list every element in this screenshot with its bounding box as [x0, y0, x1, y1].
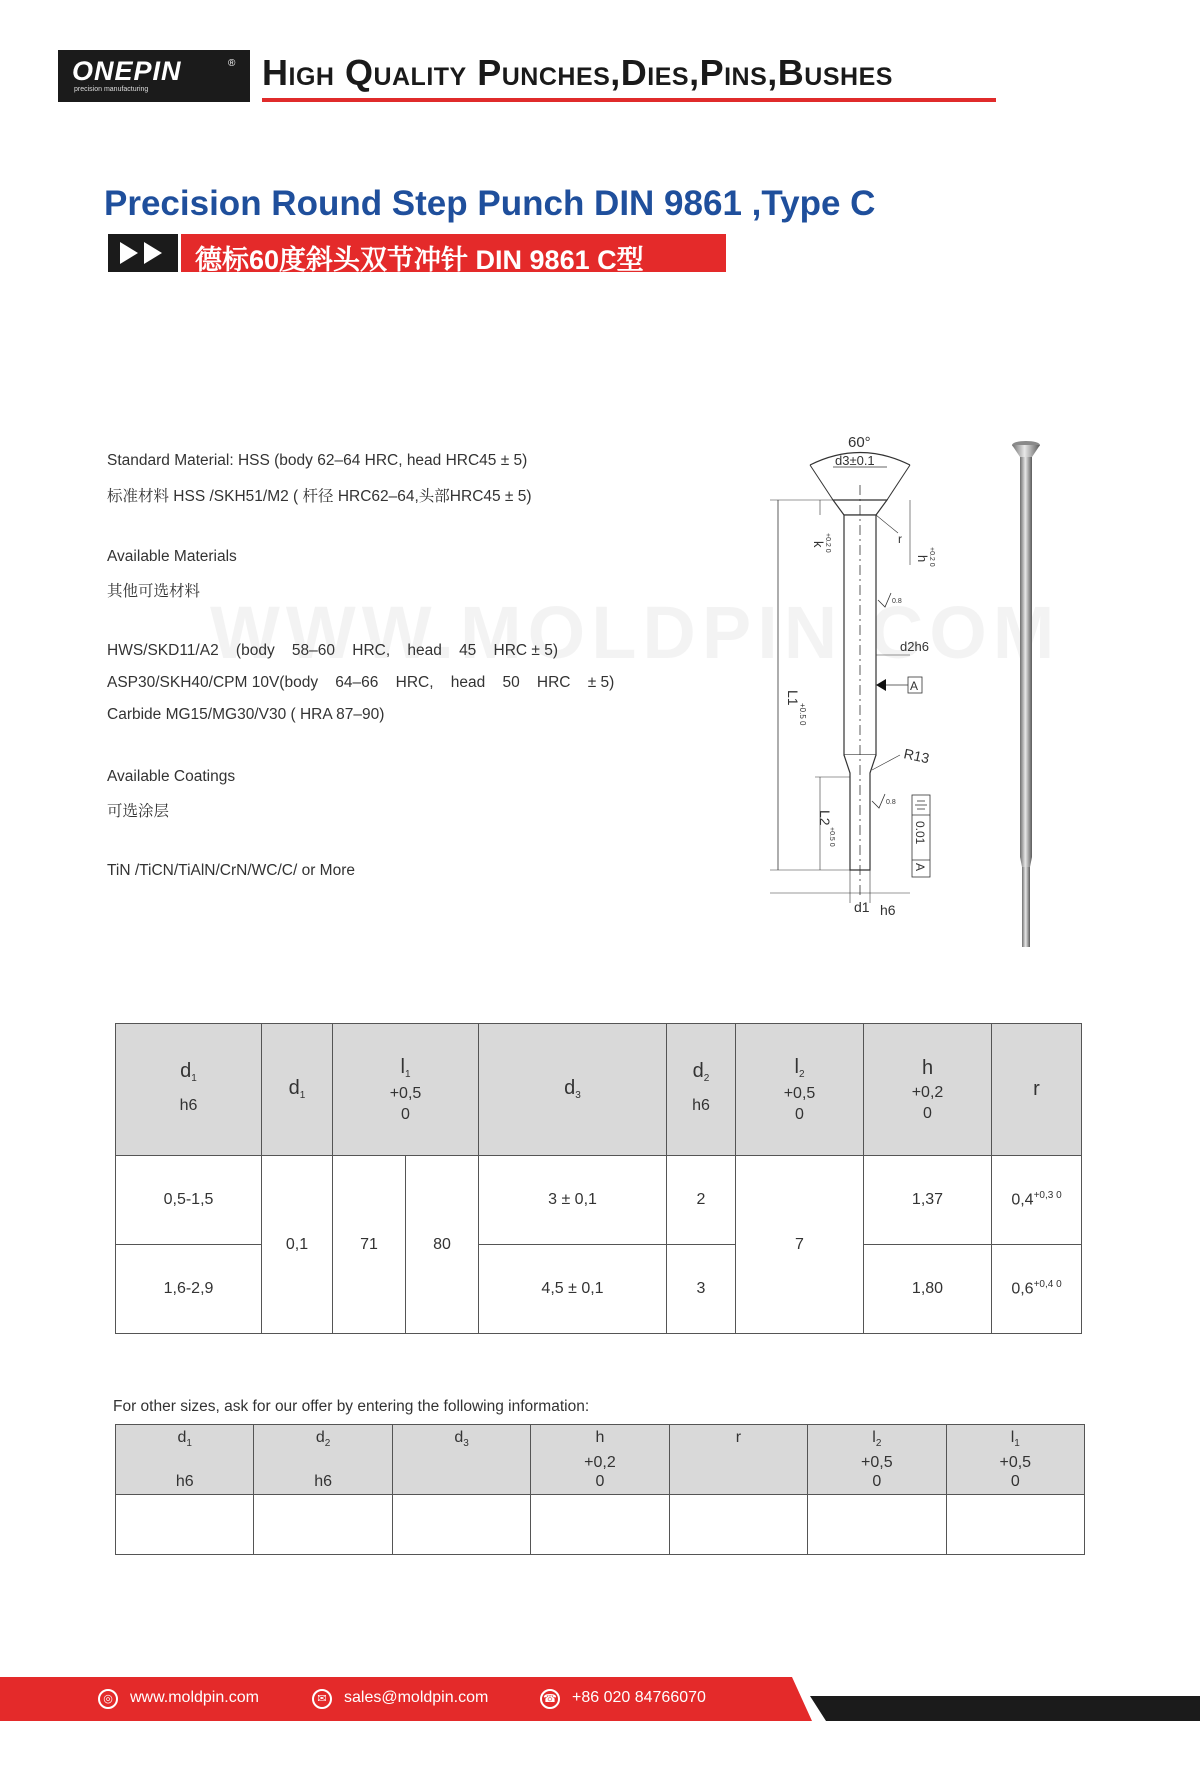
angle-label: 60°: [848, 434, 871, 451]
cell-l1-a: 71: [333, 1156, 406, 1334]
other-sizes-note: For other sizes, ask for our offer by entering the following information:: [113, 1398, 590, 1415]
input-cell[interactable]: [808, 1495, 946, 1555]
cell-l2: 7: [736, 1156, 864, 1334]
footer-email-link[interactable]: sales@moldpin.com: [344, 1689, 489, 1706]
L1-tolerance: +0.5 0: [798, 703, 807, 726]
cell-l1-b: 80: [406, 1156, 479, 1334]
L1-label: L1: [785, 690, 801, 706]
cell-d2: 2: [667, 1156, 736, 1245]
globe-icon: ◎: [98, 1689, 118, 1709]
logo-wordmark: ONEPIN: [72, 56, 182, 86]
available-coatings-heading: Available Coatings: [107, 768, 236, 785]
header-d1: $d_1$ h6: [116, 1425, 254, 1495]
header-rule: [262, 98, 996, 102]
table-row: [116, 1495, 1085, 1555]
table-header-row: [116, 1024, 1082, 1156]
h-label: h: [915, 555, 930, 563]
product-title-cn: 德标60度斜头双节冲针 DIN 9861 C型: [195, 245, 644, 275]
k-tolerance: +0.2 0: [824, 533, 831, 553]
header-d1-h6: $d_1$ h6: [116, 1024, 262, 1156]
roughness-symbol: 0.8: [892, 598, 902, 605]
cell-r: $0,6^{+0,4 0}$: [992, 1245, 1082, 1334]
cell-h: 1,37: [864, 1156, 992, 1245]
header-h: h +0,2 0: [864, 1024, 992, 1156]
double-arrow-icon: [108, 234, 178, 272]
material-item: Carbide MG15/MG30/V30 ( HRA 87–90): [107, 706, 385, 723]
cell-d3: 3 ± 0,1: [479, 1156, 667, 1245]
mail-icon: ✉: [312, 1689, 332, 1709]
brand-logo: [58, 50, 250, 102]
R13-label: R13: [902, 745, 931, 767]
cell-d1-range: 1,6-2,9: [116, 1245, 262, 1334]
punch-photo: [1000, 435, 1060, 955]
table-row: [116, 1245, 1082, 1334]
material-item: HWS/SKD11/A2 (body 58–60 HRC, head 45 HRC ± 5): [107, 642, 559, 659]
cell-d1-range: 0,5-1,5: [116, 1156, 262, 1245]
cell-d3: 4,5 ± 0,1: [479, 1245, 667, 1334]
header-d1: $d_1$: [262, 1024, 333, 1156]
header-d3: $d_3$: [392, 1425, 530, 1495]
d1-label: d1: [854, 899, 870, 915]
spec-table: [115, 1023, 1082, 1334]
other-sizes-table: [115, 1424, 1085, 1555]
header-title: High Quality Punches,Dies,Pins,Bushes: [262, 52, 893, 93]
input-cell[interactable]: [254, 1495, 392, 1555]
input-cell[interactable]: [116, 1495, 254, 1555]
standard-material-cn: 标准材料 HSS /SKH51/M2 ( 杆径 HRC62–64,头部HRC45 ± 5): [107, 488, 532, 505]
d3-label: d3±0.1: [835, 453, 875, 468]
r-label: r: [898, 532, 902, 546]
k-label: k: [811, 541, 826, 548]
coatings-list: TiN /TiCN/TiAlN/CrN/WC/C/ or More: [107, 862, 355, 879]
header-d2: $d_2$ h6: [667, 1024, 736, 1156]
available-coatings-heading-cn: 可选涂层: [107, 803, 170, 820]
technical-drawing: [760, 425, 1000, 925]
registered-mark: ®: [228, 58, 236, 69]
logo-tagline: precision manufacturing: [74, 86, 149, 93]
available-materials-heading: Available Materials: [107, 548, 237, 565]
product-title-cn-banner: [181, 234, 726, 275]
material-item: ASP30/SKH40/CPM 10V(body 64–66 HRC, head 50 HRC ± 5): [107, 674, 615, 691]
header-l1: $l_1$ +0,5 0: [946, 1425, 1084, 1495]
footer-website-link[interactable]: www.moldpin.com: [130, 1689, 259, 1706]
d1-fit: h6: [880, 902, 896, 918]
footer-phone[interactable]: +86 020 84766070: [572, 1689, 706, 1706]
header-l2: $l_2$ +0,5 0: [736, 1024, 864, 1156]
header-l2: $l_2$ +0,5 0: [808, 1425, 946, 1495]
product-title: Precision Round Step Punch DIN 9861 ,Type C: [104, 184, 876, 223]
d2-label: d2h6: [900, 639, 929, 654]
cell-r: $0,4^{+0,3 0}$: [992, 1156, 1082, 1245]
input-cell[interactable]: [669, 1495, 807, 1555]
header-d3: $d_3$: [479, 1024, 667, 1156]
header-r: r: [992, 1024, 1082, 1156]
roughness-symbol: 0.8: [886, 799, 896, 806]
tolerance-value: 0.01: [913, 821, 927, 845]
input-cell[interactable]: [392, 1495, 530, 1555]
L2-tolerance: +0.5 0: [828, 827, 835, 847]
available-materials-heading-cn: 其他可选材料: [107, 583, 201, 600]
phone-icon: ☎: [540, 1689, 560, 1709]
header-r: r: [669, 1425, 807, 1495]
standard-material: Standard Material: HSS (body 62–64 HRC, head HRC45 ± 5): [107, 452, 528, 469]
cell-d1: 0,1: [262, 1156, 333, 1334]
tolerance-datum: A: [913, 863, 927, 872]
cell-d2: 3: [667, 1245, 736, 1334]
header-d2: $d_2$ h6: [254, 1425, 392, 1495]
header-l1: $l_1$ +0,5 0: [333, 1024, 479, 1156]
table-row: [116, 1156, 1082, 1245]
cell-h: 1,80: [864, 1245, 992, 1334]
input-cell[interactable]: [946, 1495, 1084, 1555]
h-tolerance: +0.2 0: [928, 547, 935, 567]
datum-label: A: [910, 679, 919, 693]
input-cell[interactable]: [531, 1495, 669, 1555]
table-header-row: [116, 1425, 1085, 1495]
header-h: h +0,2 0: [531, 1425, 669, 1495]
L2-label: L2: [817, 810, 833, 826]
